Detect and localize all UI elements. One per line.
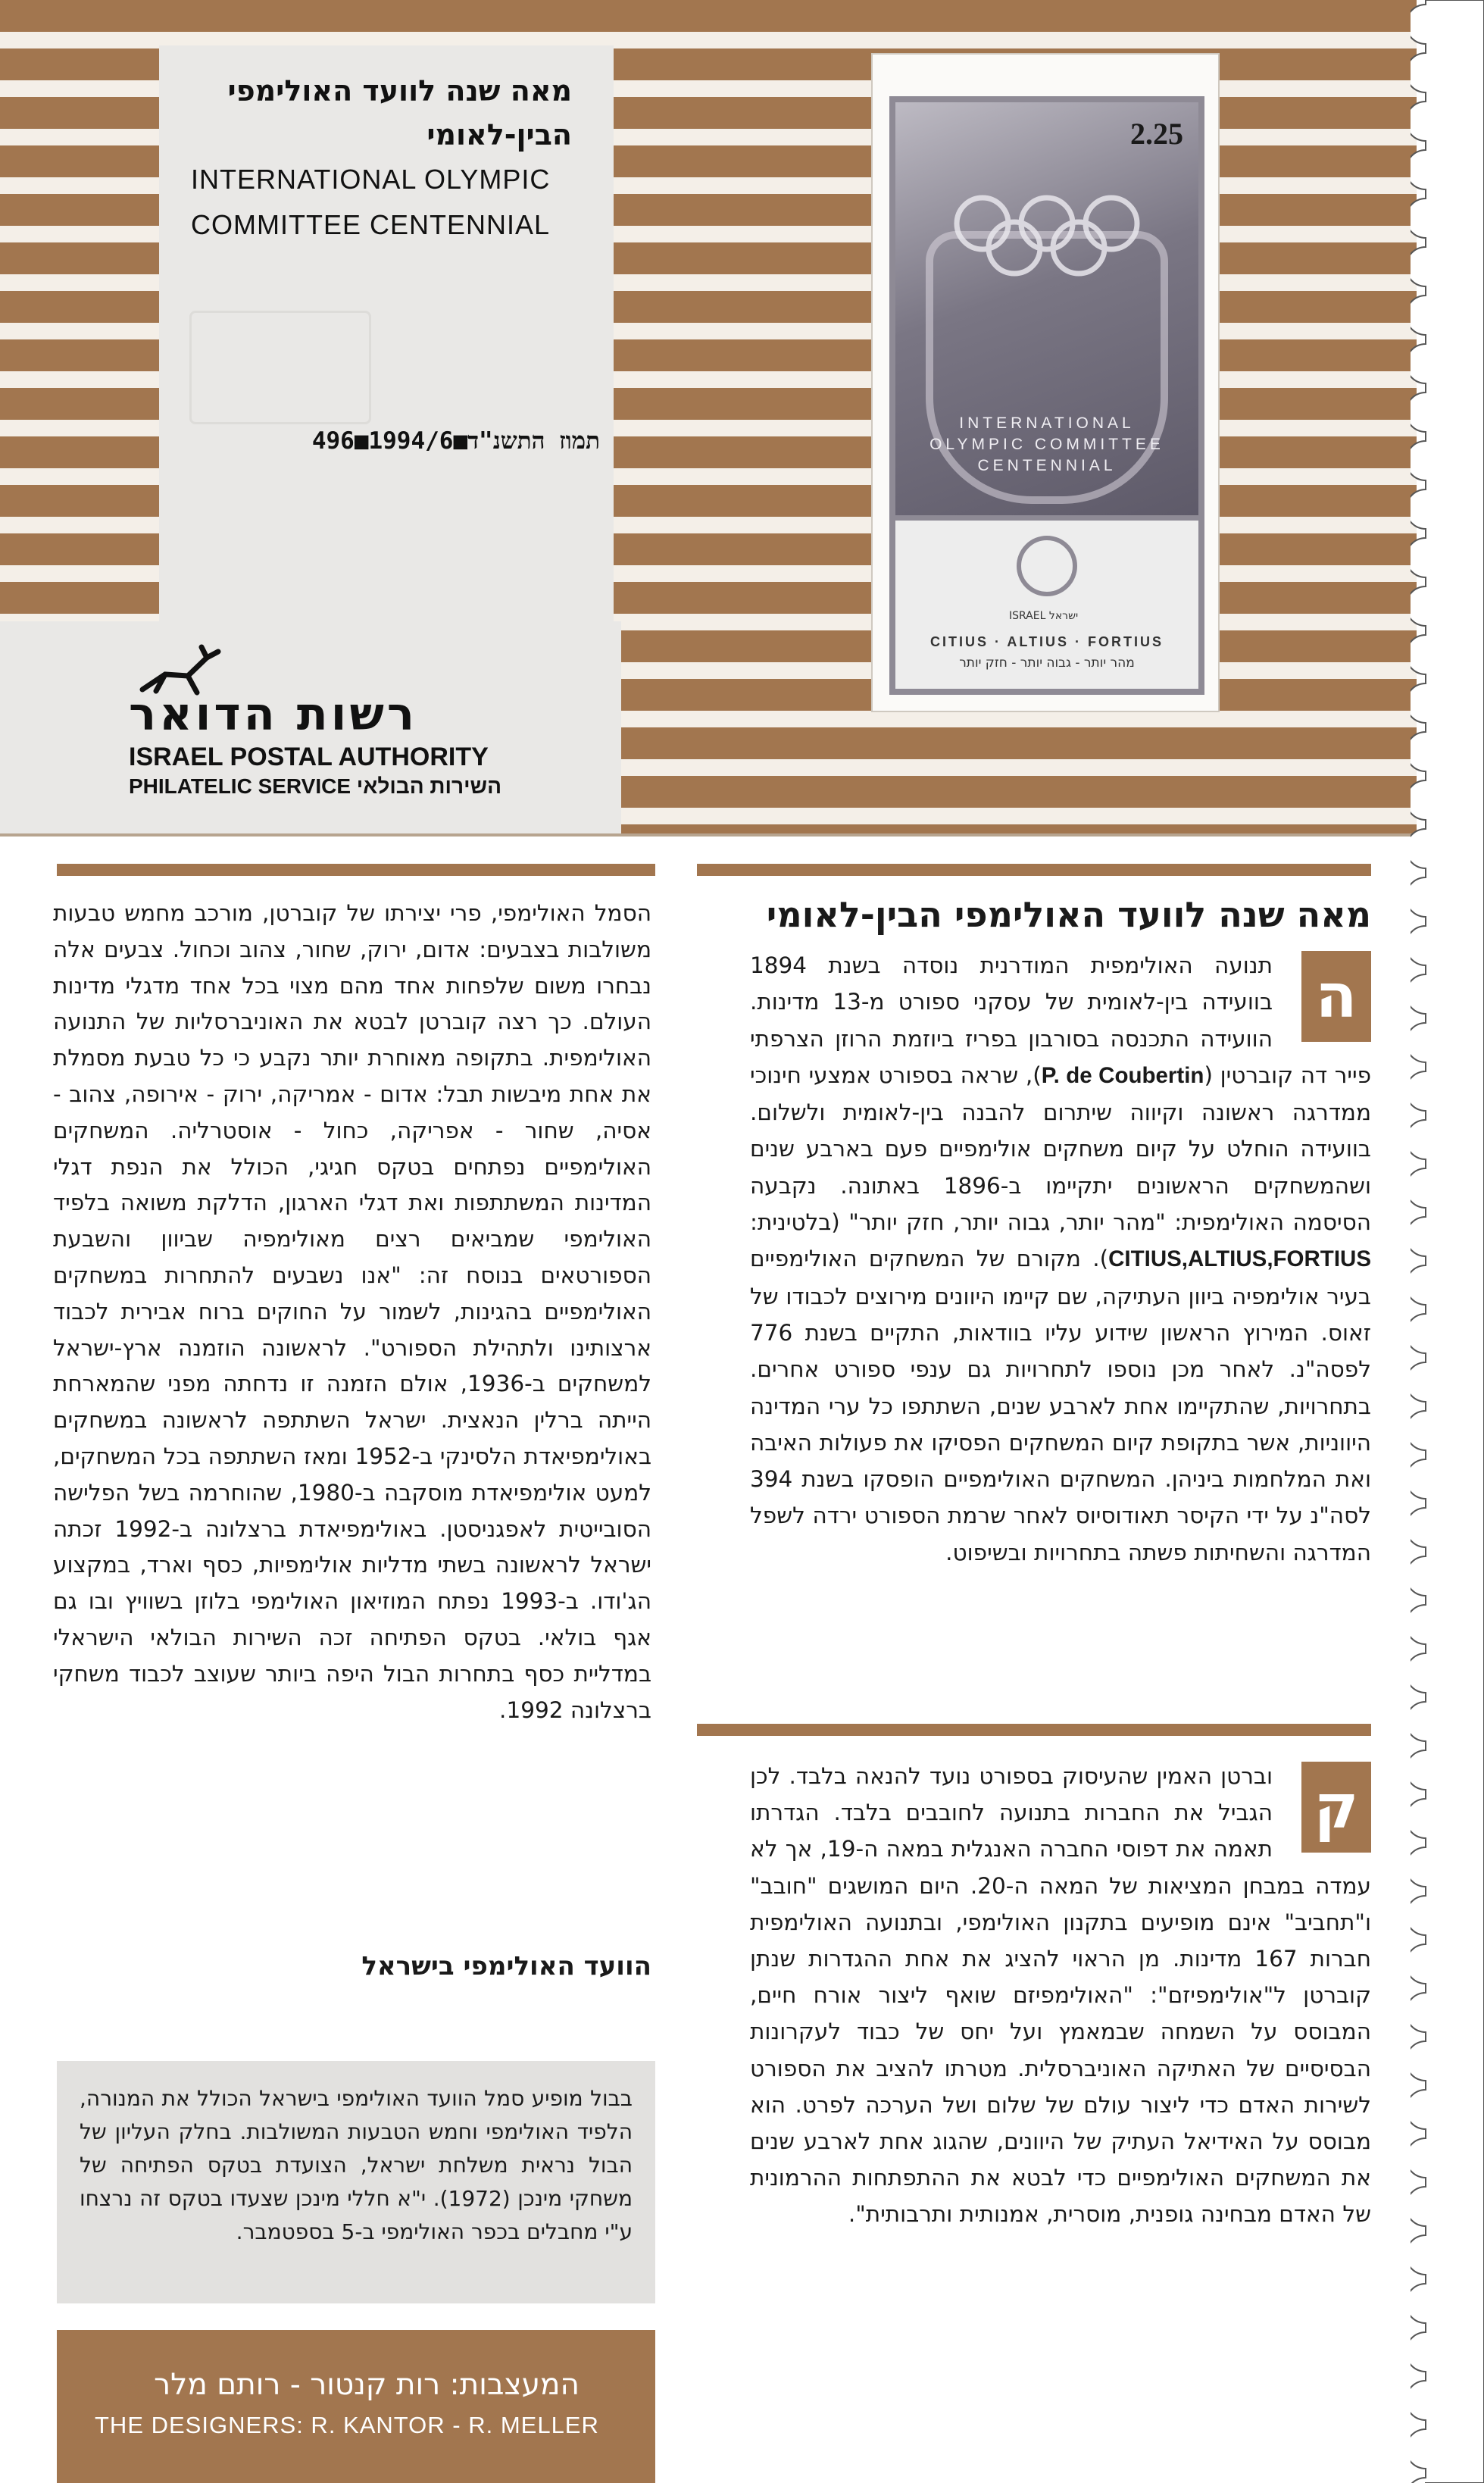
stamp-motto-en: CITIUS · ALTIUS · FORTIUS (930, 634, 1164, 649)
title-he-line2: הבין-לאומי (426, 118, 572, 152)
olympic-rings-icon (941, 193, 1153, 277)
para1-latin-motto: CITIUS,ALTIUS,FORTIUS (1108, 1246, 1371, 1272)
perforated-edge (1411, 0, 1484, 2483)
designers-he: המעצבות: רות קנטור - רותם מלר (154, 2368, 580, 2402)
fold-line (0, 833, 1417, 837)
column-rule-middle (697, 1724, 1371, 1736)
article-paragraph-2 (750, 1758, 1371, 2233)
faint-watermark-icon (189, 311, 371, 424)
issue-line: 496■1994/6■תמוז התשנ"ד (311, 427, 600, 455)
para2-text: וברטן האמין שהעיסוק בספורט נועד להנאה בלבד. לכן הגביל את החברות בתנועה לחובבים בלבד. הגדרתו תאמה את דפוסי החברה האנגלית במאה ה-19, אך לא עמדה במבחן המציאות של המאה ה-20. היום המושגים "חובב" ו"תחביב" אינם מופיעים בתקנון האולימפי, ובתנועה האולימפית חברות 167 מדינות. מן הראוי להציג את אחת ההגדרות שנתן קוברטן ל"אולימפיזם": "האולימפיזם שואף ליצור אורח חיים, המבוסס על השמחה שבמאמץ ועל יחס של כבוד לעקרונות הבסיסיים של האתיקה האוניברסלית. מטרתו להציב את הספורט לשירות האדם כדי ליצור עולם של שלום ושל הערכה לפרט. הוא מבוסס על האידיאל העתיק של היוונים, שהגוג אחת לארבע שנים את המשחקים האולימפיים כדי לבטא את ההתפתחות ההרמונית של האדם מבחינה גופנית, מוסרית, אמנותית ותרבותית". (750, 1763, 1371, 2228)
stamp-israel-label: ISRAEL ישראל (1009, 610, 1079, 622)
designers-en: THE DESIGNERS: R. KANTOR - R. MELLER (95, 2412, 599, 2438)
stamp (889, 96, 1204, 695)
title-block (159, 45, 614, 621)
postal-authority-block (0, 621, 621, 833)
olympic-committee-emblem-icon (1017, 536, 1077, 596)
stamp-motto-he: מהר יותר - גבוה יותר - חזק יותר (959, 655, 1135, 671)
para1-text-c: ). מקורם של המשחקים האולימפיים בעיר אולימפיה ביוון העתיקה, שם קיימו היוונים מירוצים לכבודו של זאוס. המירוץ הראשון שידוע עליו בוודאות, התקיים בשנת 776 לפסה"נ. לאחר מכן נוספו לתחרויות גם ענפי ספורט אחרים. בתחרויות, שהתקיימו אחת לארבע שנים, השתתפו כל ערי המדינה היווניות, אשר בתקופת קיום המשחקים הפסיקו את פעולות האיבה ואת המלחמות ביניהן. המשחקים האולימפיים הופסקו בשנת 394 לסה"נ על ידי הקיסר תאודוסיוס לאחר שרמת הספורט ירדה לשפל המדרגה והשחיתות פשתה בתחרויות ובשיפוט. (750, 1246, 1371, 1565)
stamp-ioc-line1: INTERNATIONAL (959, 414, 1135, 432)
stamp-tab (895, 521, 1198, 689)
dropcap-1: ה (1301, 951, 1371, 1042)
title-he-line1: מאה שנה לוועד האולימפי (227, 74, 572, 108)
stamp-ioc-line2: OLYMPIC COMMITTEE (929, 436, 1164, 453)
designers-block (57, 2330, 655, 2483)
column-rule-top (697, 864, 1371, 876)
committee-title: הוועד האולימפי בישראל (361, 1951, 651, 1981)
para1-text-b: ), שראה בספורט אמצעי חינוכי ממדרגה ראשונה וקיווה שיתרום להבנה בין-לאומית ולשלום. בוועידה הוחלט על קיום משחקים אולימפיים פעם בארבע שנים ושהמשחקים הראשונים יתקיימו ב-1896 באתונה. נקבעה הסיסמה האולימפית: "מהר יותר, גבוה יותר, חזק יותר" (בלטינית: (750, 1062, 1372, 1236)
stamp-ioc-line3: CENTENNIAL (977, 457, 1117, 474)
stamp-ioc-text (895, 413, 1198, 477)
stamp-description: בבול מופיע סמל הוועד האולימפי בישראל הכולל את המנורה, הלפיד האולימפי וחמש הטבעות המשולבות. בחלק העליון של הבול נראית משלחת ישראל, הצועדת בטקס הפתיחה של משחקי מינכן (1972). י"א חללי מינכן שצעדו בטקס זה נרצחו ע"י מחבלים בכפר האולימפי ב-5 בספטמבר. (80, 2086, 633, 2244)
postal-name-en: ISRAEL POSTAL AUTHORITY (129, 743, 489, 771)
para1-text-a: תנועה האולימפית המודרנית נוסדה בשנת 1894 בוועידה בין-לאומית של עסקני ספורט מ-13 מדינות. הוועידה התכנסה בסורבון בפריז ביוזמת הרוזן הצרפתי פייר דה קוברטין ( (750, 952, 1371, 1088)
philatelic-service: PHILATELIC SERVICE השירות הבולאי (129, 774, 502, 798)
left-column (0, 849, 682, 2455)
column-rule-left-top (57, 864, 655, 876)
para1-coubertin-name: P. de Coubertin (1041, 1062, 1204, 1088)
stamp-description-box (57, 2061, 655, 2303)
stamp-value: 2.25 (1130, 117, 1183, 151)
olympic-symbol-text: הסמל האולימפי, פרי יצירתו של קוברטן, מורכב מחמש טבעות משולבות בצבעים: אדום, ירוק, שחור, צהוב וכחול. צבעים אלה נבחרו משום שלפחות אחד מהם מצוי בכל אחד מדגלי מדינות העולם. כך רצה קוברטן לבטא את האוניברסליות של התנועה האולימפית. בתקופה מאוחרת יותר נקבע כי כל טבעת מסמלת את אחת מיבשות תבל: אדום - אמריקה, ירוק - אירופה, צהוב - אסיה, שחור - אפריקה, כחול - אוסטרליה. המשחקים האולימפיים נפתחים בטקס חגיגי, הכולל את הנפת דגלי המדינות המשתתפות ואת דגלי הארגון, הדלקת משואה בלפיד האולימפי שמביאים רצים מאולימפיה שביוון והשבעת הספורטאים בנוסח זה: "אנו נשבעים להתחרות במשחקים האולימפיים בהגינות, לשמור על החוקים ברוח אבירית לכבוד ארצותינו ולתהילת הספורט". לראשונה הוזמנה ארץ-ישראל למשחקים ב-1936, אולם הזמנה זו נדחתה מפני שהמארחת הייתה ברלין הנאצית. ישראל השתתפה לראשונה במשחקים באולימפיאדת הלסינקי ב-1952 ומאז השתתפה בכל המשחקים, למעט אולימפיאדת מוסקבה ב-1980, שהוחרמה בשל הפלישה הסובייטית לאפגניסטן. באולימפיאדת ברצלונה ב-1992 זכתה ישראל לראשונה בשתי מדליות אולימפיות, כסף וארד, במקצוע הג'ודו. ב-1993 נפתח המוזיאון האולימפי בלוזן בשוויץ ובו גם אגף בולאי. בטקס הפתיחה זכה השירות הבולאי הישראלי במדליית כסף בתחרות הבול היפה ביותר שעוצב לכבוד משחקי ברצלונה 1992. (53, 900, 652, 1723)
title-en-line2: COMMITTEE CENTENNIAL (191, 209, 551, 240)
postal-logo-he: רשות הדואר (129, 688, 417, 741)
stamp-frame (871, 53, 1220, 712)
dropcap-2: ק (1301, 1762, 1371, 1853)
article-title: מאה שנה לוועד האולימפי הבין-לאומי (766, 894, 1371, 935)
stamp-photo (895, 102, 1198, 515)
title-en-line1: INTERNATIONAL OLYMPIC (191, 164, 551, 195)
right-column (682, 849, 1409, 2455)
article-paragraph-1 (750, 947, 1371, 1571)
